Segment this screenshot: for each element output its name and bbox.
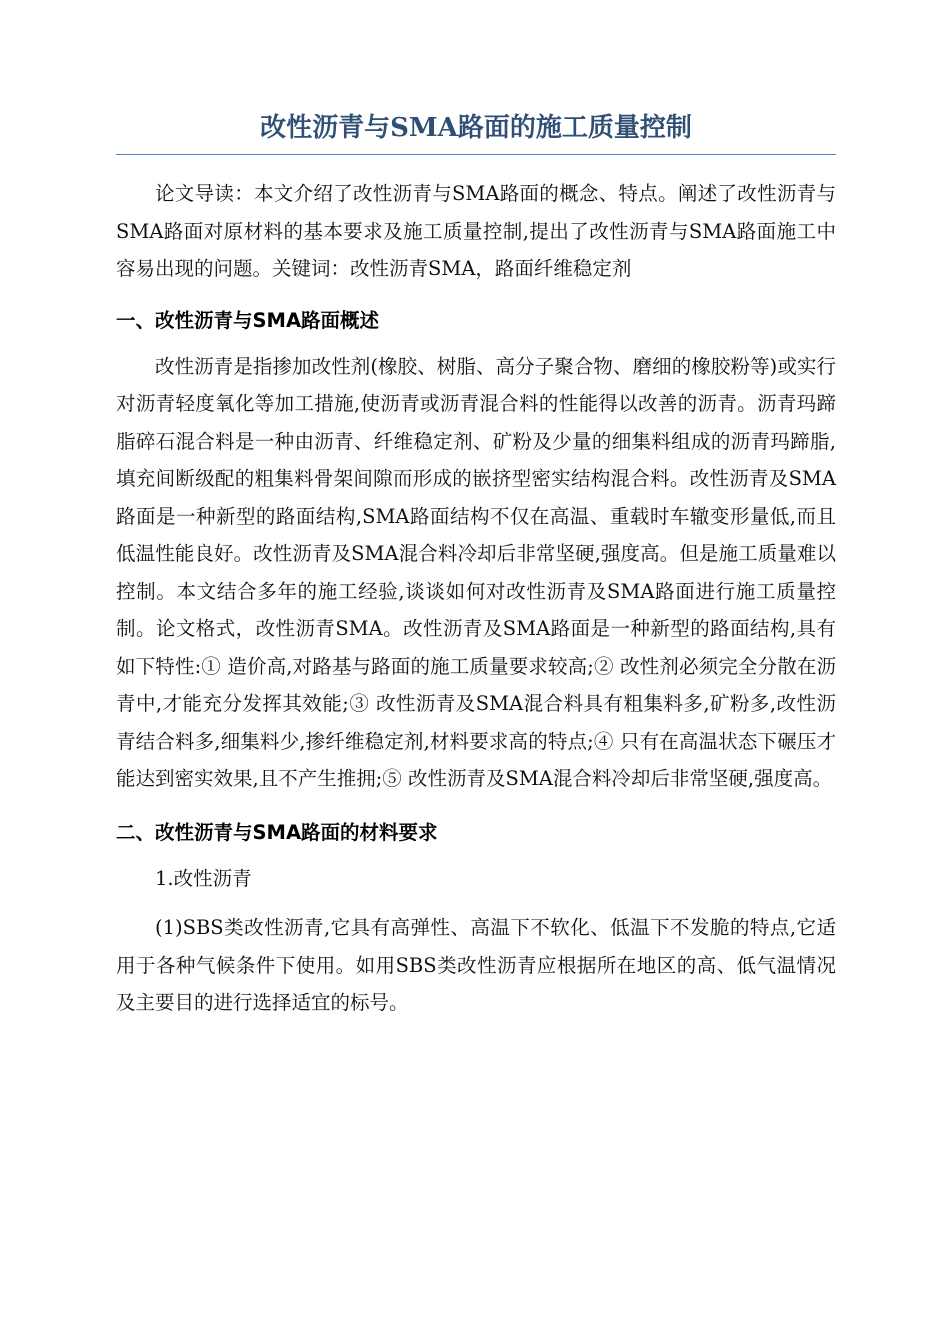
materials-paragraph: (1)SBS类改性沥青,它具有高弹性、高温下不软化、低温下不发脆的特点,它适用于各种气候条件下使用。如用SBS类改性沥青应根据所在地区的高、低气温情况及主要目的进行选择适宜的标号。 bbox=[116, 916, 836, 1014]
abstract-paragraph: 论文导读：本文介绍了改性沥青与SMA路面的概念、特点。阐述了改性沥青与SMA路面对原材料的基本要求及施工质量控制,提出了改性沥青与SMA路面施工中容易出现的问题。关键词：改性沥青SMA，路面纤维稳定剂 bbox=[116, 182, 836, 280]
document-title: 改性沥青与SMA路面的施工质量控制 bbox=[116, 108, 836, 155]
section-heading-materials: 二、改性沥青与SMA路面的材料要求 bbox=[116, 820, 438, 844]
document-content bbox=[116, 108, 836, 1022]
subheading-modified-asphalt: 1.改性沥青 bbox=[155, 866, 252, 890]
overview-paragraph: 改性沥青是指掺加改性剂(橡胶、树脂、高分子聚合物、磨细的橡胶粉等)或实行对沥青轻度氧化等加工措施,使沥青或沥青混合料的性能得以改善的沥青。沥青玛蹄脂碎石混合料是一种由沥青、纤维稳定剂、矿粉及少量的细集料组成的沥青玛蹄脂,填充间断级配的粗集料骨架间隙而形成的嵌挤型密实结构混合料。改性沥青及SMA路面是一种新型的路面结构,SMA路面结构不仅在高温、重载时车辙变形量低,而且低温性能良好。改性沥青及SMA混合料冷却后非常坚硬,强度高。但是施工质量难以控制。本文结合多年的施工经验,谈谈如何对改性沥青及SMA路面进行施工质量控制。论文格式，改性沥青SMA。改性沥青及SMA路面是一种新型的路面结构,具有如下特性:① 造价高,对路基与路面的施工质量要求较高;② 改性剂必须完全分散在沥青中,才能充分发挥其效能;③ 改性沥青及SMA混合料具有粗集料多,矿粉多,改性沥青结合料多,细集料少,掺纤维稳定剂,材料要求高的特点;④ 只有在高温状态下碾压才能达到密实效果,且不产生推拥;⑤ 改性沥青及SMA混合料冷却后非常坚硬,强度高。 bbox=[116, 354, 836, 790]
section-heading-overview: 一、改性沥青与SMA路面概述 bbox=[116, 308, 380, 332]
